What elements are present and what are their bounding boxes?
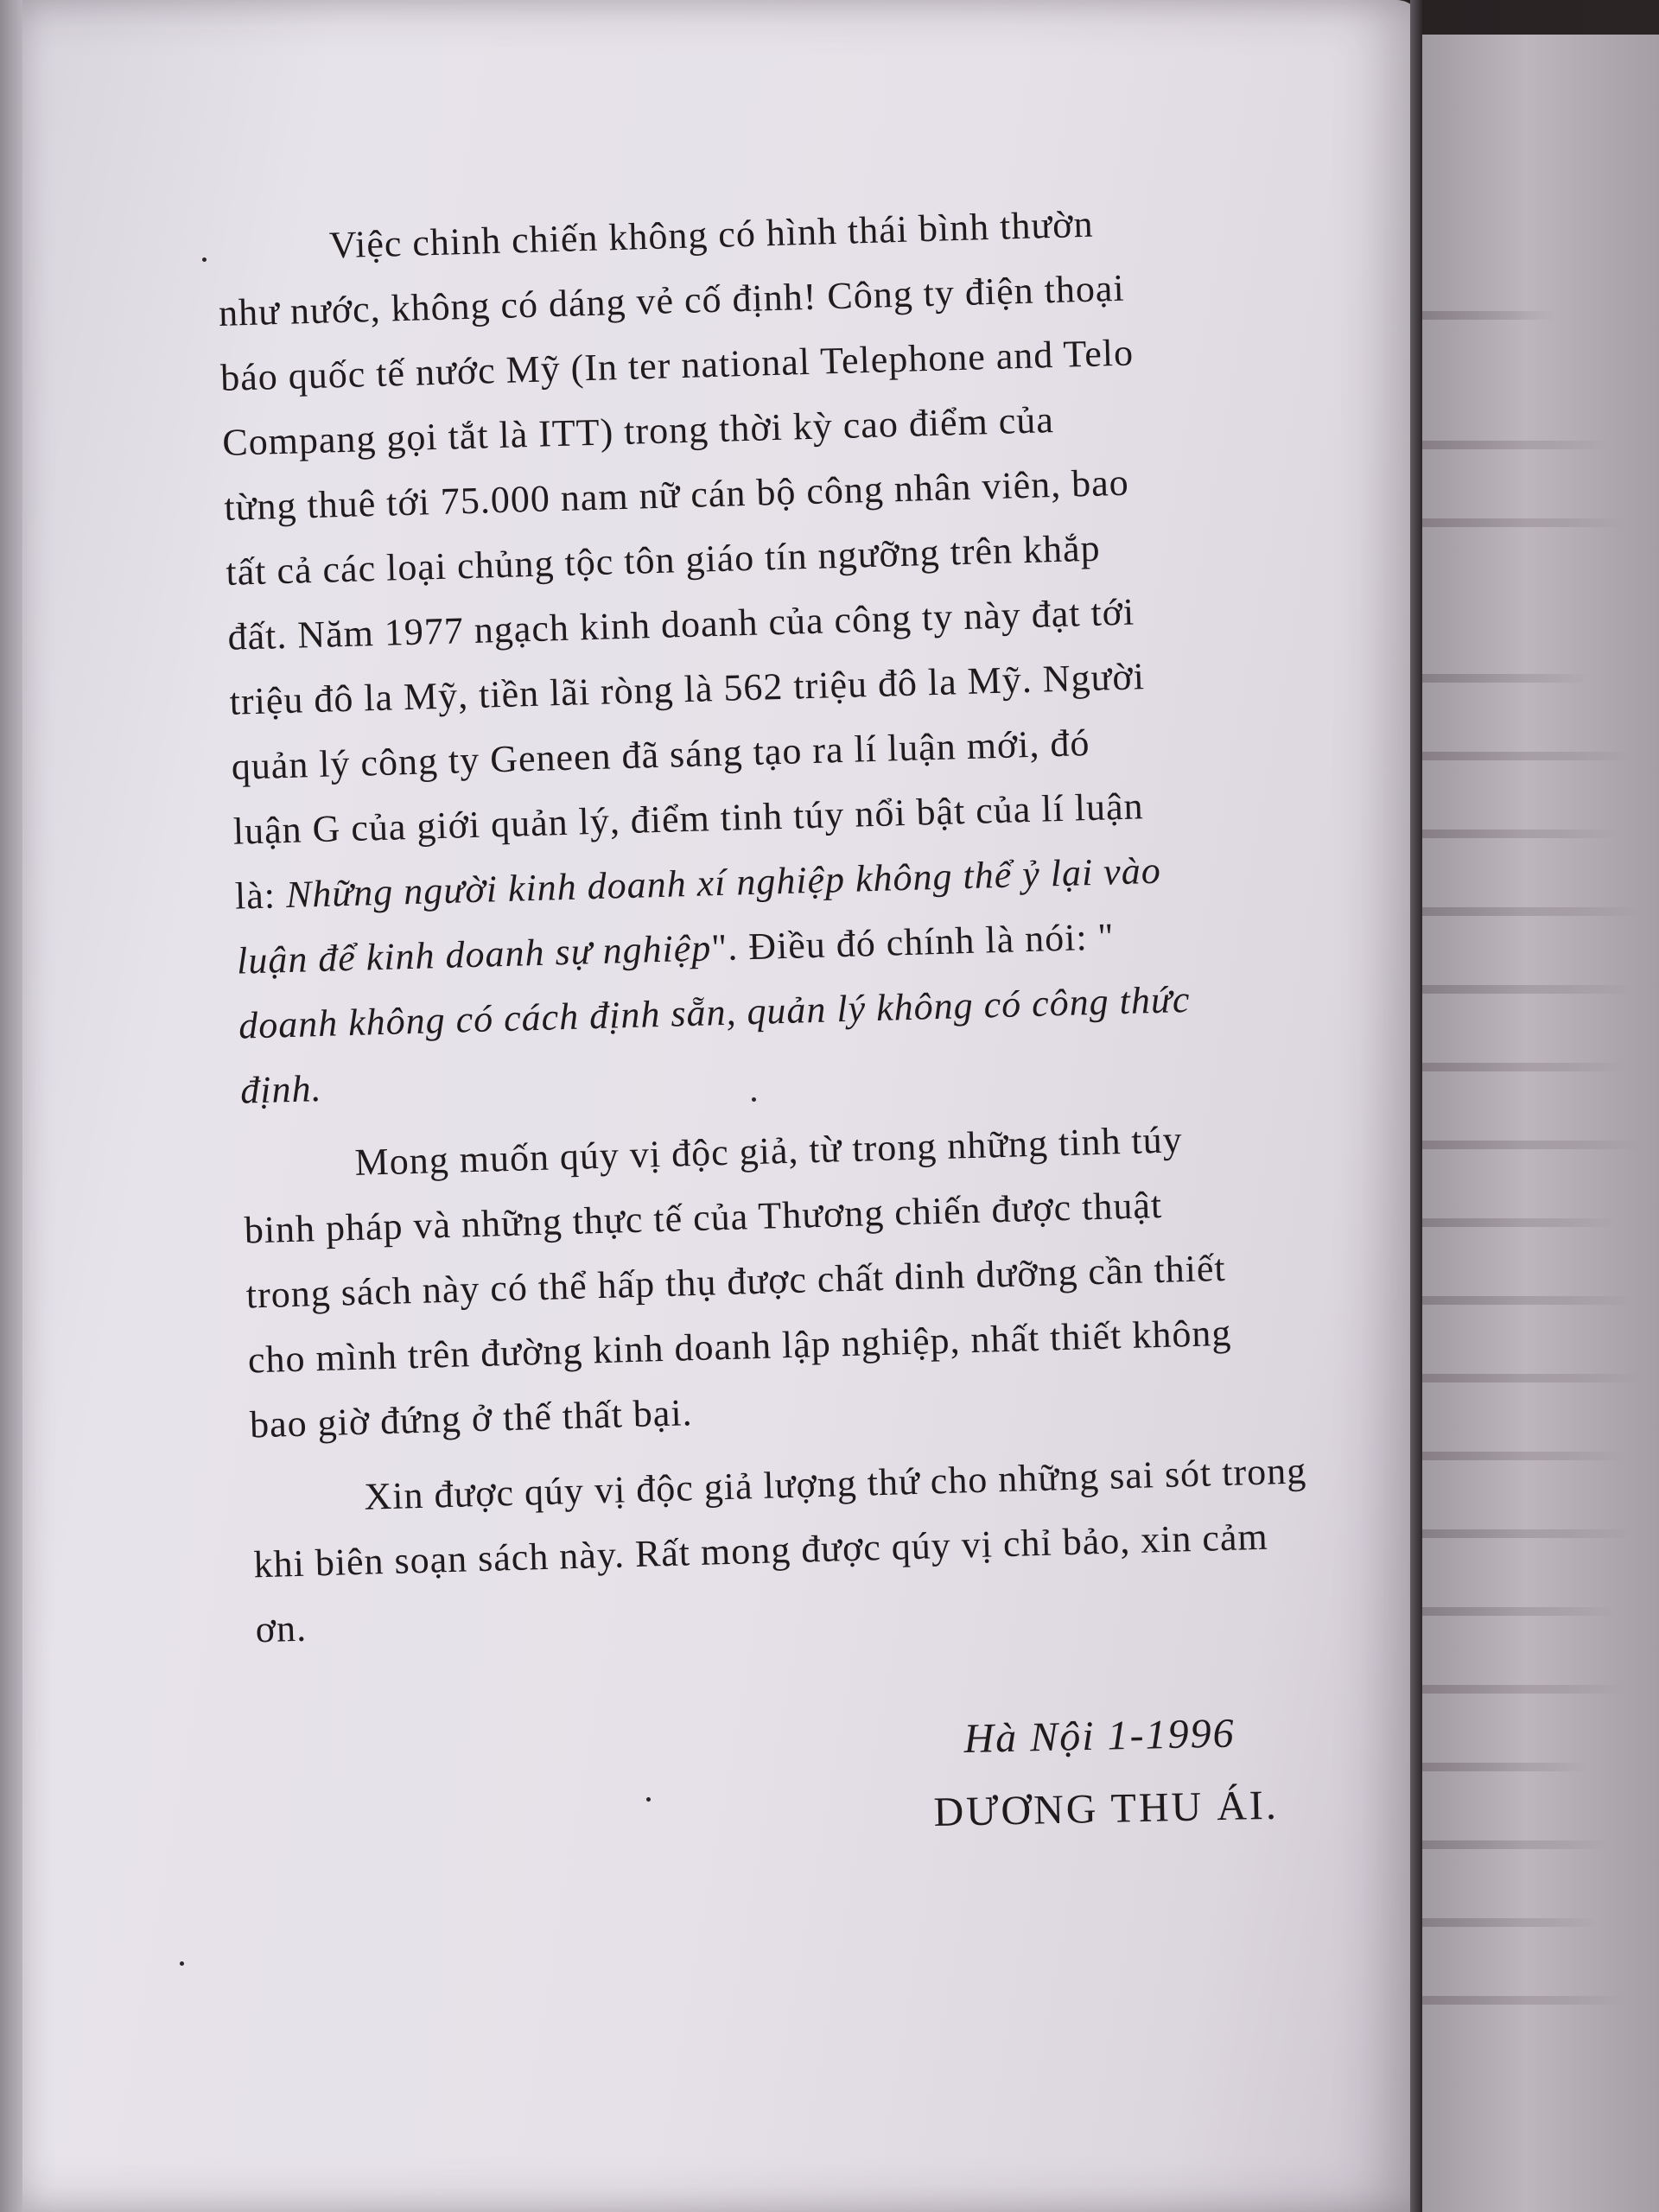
text-line: khi biên soạn sách này. Rất mong được qúy vị chỉ bảo, xin cảm <box>252 1515 1269 1586</box>
bleed-through-line <box>1417 518 1624 527</box>
bleed-through-line <box>1417 1918 1599 1927</box>
text-line: luận G của giới quản lý, điểm tinh túy nổi bật của lí luận <box>232 785 1145 853</box>
bleed-through-line <box>1417 441 1607 449</box>
italic-quote: Những người kinh doanh xí nghiệp không thể ỷ lại vào <box>285 849 1162 917</box>
text-line: quản lý công ty Geneen đã sáng tạo ra lí luận mới, đó <box>231 721 1091 788</box>
bleed-through-line <box>1417 1996 1624 2005</box>
paragraph-3 <box>251 1434 1457 1662</box>
text-line: tất cả các loại chủng tộc tôn giáo tín ngưỡng trên khắp <box>225 526 1102 594</box>
signature-place-date: Hà Nội 1-1996 <box>963 1710 1236 1762</box>
text-line: báo quốc tế nước Mỹ (In ter national Telephone and Telo <box>219 331 1135 399</box>
text-line: doanh không có cách định sẵn, quản lý không có công thức <box>238 977 1191 1047</box>
text-line: bao giờ đứng ở thế thất bại. <box>249 1391 694 1446</box>
text-line: Mong muốn qúy vị độc giả, từ trong những tinh túy <box>353 1118 1184 1184</box>
text-line: Compang gọi tắt là ITT) trong thời kỳ cao điểm của <box>221 398 1055 464</box>
text-line: binh pháp và những thực tế của Thương chiến được thuật <box>244 1183 1163 1252</box>
italic-quote: luận để kinh doanh sự nghiệp <box>236 926 712 982</box>
body-text <box>216 182 1466 1672</box>
print-speck <box>180 1961 184 1966</box>
text-line: Xin được qúy vị độc giả lượng thứ cho những sai sót trong <box>363 1449 1307 1518</box>
print-speck <box>202 257 207 262</box>
text-line: trong sách này có thể hấp thụ được chất dinh dưỡng cần thiết <box>245 1246 1227 1317</box>
bleed-through-line <box>1417 830 1616 838</box>
text-line: ơn. <box>255 1606 308 1651</box>
print-speck <box>646 1797 651 1802</box>
signature-author: DƯƠNG THU ÁI. <box>933 1782 1280 1835</box>
text-line: định. <box>239 1066 323 1112</box>
bleed-through-line <box>1417 1763 1590 1771</box>
bleed-through-line <box>1417 985 1633 994</box>
bleed-through-line <box>1417 1840 1607 1849</box>
text-line: triệu đô la Mỹ, tiền lãi ròng là 562 triệu đô la Mỹ. Người <box>229 655 1146 723</box>
right-page-edge <box>1417 35 1659 2212</box>
text-line: từng thuê tới 75.000 nam nữ cán bộ công nhân viên, bao <box>223 461 1130 529</box>
bleed-through-line <box>1417 674 1590 683</box>
bleed-through-line <box>1417 752 1633 760</box>
print-speck <box>752 1097 756 1102</box>
text-line: Việc chinh chiến không có hình thái bình thườn <box>328 202 1095 267</box>
text-line: cho mình trên đường kinh doanh lập nghiệp, nhất thiết không <box>247 1311 1232 1382</box>
bleed-through-line <box>1417 1685 1624 1694</box>
text-line: như nước, không có dáng vẻ cố định! Công ty điện thoại <box>218 266 1126 334</box>
bleed-through-line <box>1417 311 1555 320</box>
paragraph-1 <box>216 182 1442 1122</box>
paragraph-2 <box>242 1100 1452 1458</box>
text-line: đất. Năm 1977 ngạch kinh doanh của công ty này đạt tới <box>226 590 1135 658</box>
bleed-through-line <box>1417 907 1642 916</box>
text-line: luận để kinh doanh sự nghiệp". Điều đó chính là nói: " <box>236 915 1116 982</box>
text-line: là: Những người kinh doanh xí nghiệp không thể ỷ lại vào <box>234 849 1162 918</box>
